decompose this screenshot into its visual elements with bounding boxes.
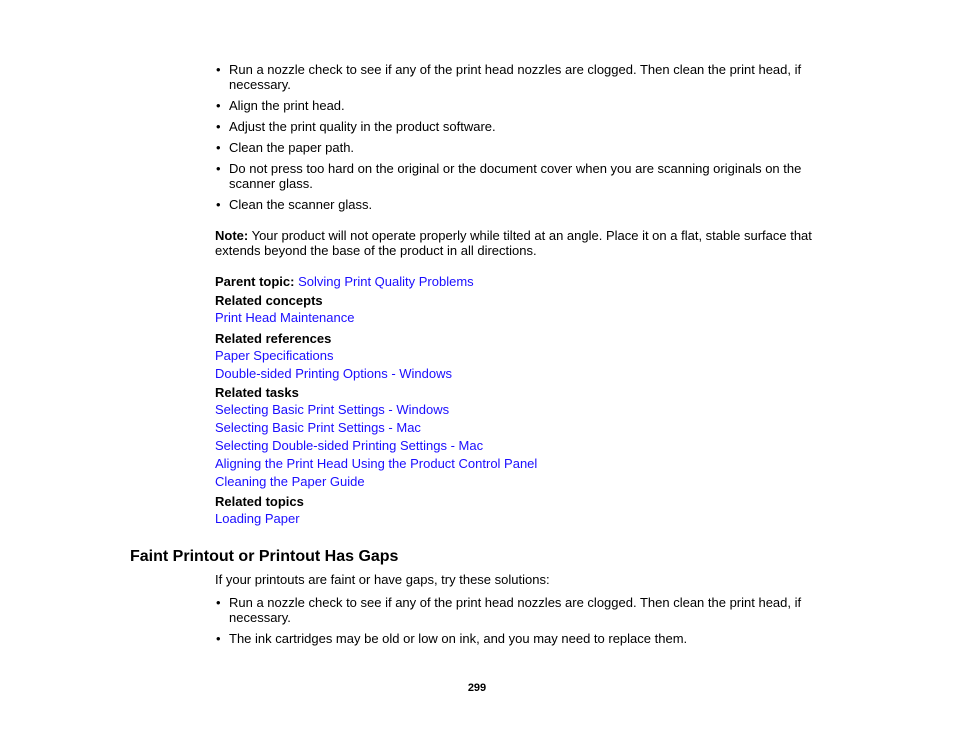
- list-item: • Clean the paper path.: [215, 140, 825, 155]
- section-body: [215, 572, 825, 652]
- related-tasks-link[interactable]: Aligning the Print Head Using the Product Control Panel: [215, 456, 538, 471]
- section-intro: If your printouts are faint or have gaps, try these solutions:: [215, 572, 550, 587]
- section-heading: Faint Printout or Printout Has Gaps: [130, 548, 399, 565]
- related-references-link[interactable]: Double-sided Printing Options - Windows: [215, 366, 452, 381]
- note-block: [215, 228, 825, 258]
- top-bullet-list: [215, 62, 825, 212]
- list-item: • Run a nozzle check to see if any of the print head nozzles are clogged. Then clean the print head, if necessary.: [215, 595, 825, 625]
- list-item: • Adjust the print quality in the product software.: [215, 119, 825, 134]
- related-tasks-link[interactable]: Selecting Basic Print Settings - Windows: [215, 402, 450, 417]
- related-concepts-link[interactable]: Print Head Maintenance: [215, 310, 355, 325]
- top-bullet-list-block: [215, 62, 825, 218]
- list-item: • The ink cartridges may be old or low on ink, and you may need to replace them.: [215, 631, 825, 646]
- list-item: • Align the print head.: [215, 98, 825, 113]
- note-label: Note:: [215, 228, 249, 243]
- page-number: 299: [467, 682, 487, 694]
- related-links-block: [215, 273, 825, 528]
- related-tasks-label: Related tasks: [215, 385, 299, 400]
- note-text: Your product will not operate properly while tilted at an angle. Place it on a flat, stable surface that extends beyond the base of the product in all directions.: [215, 228, 812, 258]
- related-references-label: Related references: [215, 331, 332, 346]
- related-tasks-link[interactable]: Selecting Double-sided Printing Settings - Mac: [215, 438, 484, 453]
- related-references-link[interactable]: Paper Specifications: [215, 348, 334, 363]
- section-bullet-list: [215, 595, 825, 646]
- parent-topic: [215, 273, 825, 291]
- related-tasks-link[interactable]: Selecting Basic Print Settings - Mac: [215, 420, 421, 435]
- parent-topic-label: Parent topic:: [215, 274, 295, 289]
- list-item: • Do not press too hard on the original or the document cover when you are scanning originals on the scanner glass.: [215, 161, 825, 191]
- note-paragraph: [215, 228, 825, 258]
- list-item: • Run a nozzle check to see if any of the print head nozzles are clogged. Then clean the print head, if necessary.: [215, 62, 825, 92]
- related-concepts-label: Related concepts: [215, 293, 323, 308]
- related-tasks-link[interactable]: Cleaning the Paper Guide: [215, 474, 365, 489]
- related-topics-link[interactable]: Loading Paper: [215, 511, 300, 526]
- related-topics-label: Related topics: [215, 494, 304, 509]
- parent-topic-link[interactable]: Solving Print Quality Problems: [298, 274, 474, 289]
- list-item: • Clean the scanner glass.: [215, 197, 825, 212]
